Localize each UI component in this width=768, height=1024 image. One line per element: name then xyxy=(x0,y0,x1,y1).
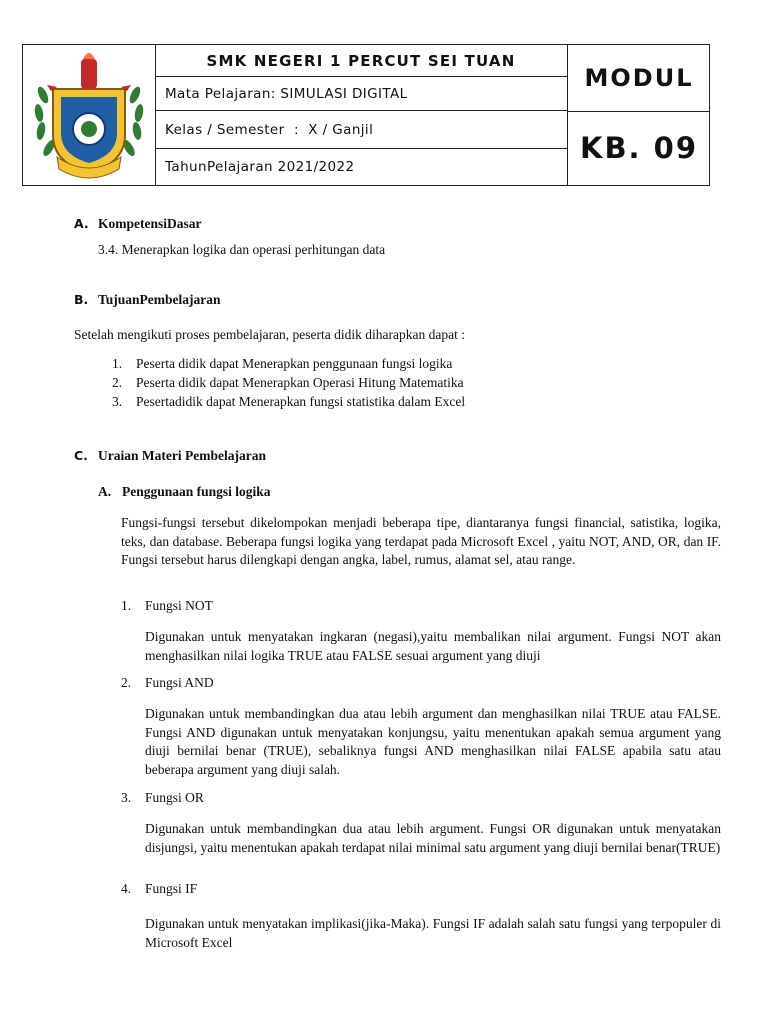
section-title: Uraian Materi Pembelajaran xyxy=(98,448,266,463)
section-letter: C. xyxy=(74,448,88,463)
subject-label: Mata Pelajaran: SIMULASI DIGITAL xyxy=(155,77,567,111)
subsection-title: Penggunaan fungsi logika xyxy=(122,484,271,499)
subsection-number: A. xyxy=(98,484,112,499)
section-b-heading xyxy=(74,292,221,308)
section-a-heading xyxy=(74,216,202,232)
function-name: Fungsi IF xyxy=(145,881,198,896)
function-desc-not: Digunakan untuk menyatakan ingkaran (negasi),yaitu membalikan nilai argument. Fungsi NOT akan menghasilkan nilai logika TRUE atau FALSE sesuai argument yang diuji xyxy=(145,629,721,663)
list-number: 1. xyxy=(112,356,123,371)
function-name: Fungsi NOT xyxy=(145,598,213,613)
function-desc-and: Digunakan untuk membandingkan dua atau lebih argument dan menghasilkan nilai TRUE atau FALSE. Fungsi AND digunakan untuk menyatakan konjungsu, yaitu menentukan apakah semua argument yang diuji bernilai benar (TRUE), sebaliknya fungsi AND menghasilkan nilai FALSE apabila satu atau beberapa argument yang diuji salah. xyxy=(145,706,721,777)
function-heading-or xyxy=(121,789,204,808)
section-letter: B. xyxy=(74,292,89,307)
list-item xyxy=(112,355,465,374)
function-heading-and xyxy=(121,674,214,693)
logic-intro-paragraph: Fungsi-fungsi tersebut dikelompokan menjadi beberapa tipe, diantaranya fungsi financial, satistika, logika, teks, dan database. Beberapa fungsi logika yang terdapat pada Microsoft Excel , yaitu NOT, AND, OR, dan IF. Fungsi tersebut harus dilengkapi dengan angka, label, rumus, alamat sel, atau range. xyxy=(121,515,721,568)
section-c-heading xyxy=(74,448,266,464)
function-name: Fungsi OR xyxy=(145,790,204,805)
list-item xyxy=(112,374,465,393)
list-text: Peserta didik dapat Menerapkan penggunaan fungsi logika xyxy=(136,356,453,371)
logo-cell xyxy=(23,45,156,185)
subsection-heading xyxy=(98,484,271,500)
section-title: KompetensiDasar xyxy=(98,216,202,231)
list-number: 2. xyxy=(112,375,123,390)
function-number: 1. xyxy=(121,598,132,613)
module-label: MODUL xyxy=(568,45,710,112)
academic-year-label: TahunPelajaran 2021/2022 xyxy=(165,159,355,175)
list-number: 3. xyxy=(112,394,123,409)
section-letter: A. xyxy=(74,216,89,231)
list-text: Peserta didik dapat Menerapkan Operasi Hitung Matematika xyxy=(136,375,464,390)
function-number: 3. xyxy=(121,790,132,805)
objectives-intro: Setelah mengikuti proses pembelajaran, peserta didik diharapkan dapat : xyxy=(74,327,465,342)
competency-item: 3.4. Menerapkan logika dan operasi perhitungan data xyxy=(98,242,386,257)
function-desc-or: Digunakan untuk membandingkan dua atau lebih argument. Fungsi OR digunakan untuk menyatakan disjungsi, yaitu menentukan apakah terdapat nilai minimal satu argument yang diuji bernilai benar(TRUE) xyxy=(145,821,721,855)
list-item xyxy=(112,393,465,412)
section-title: TujuanPembelajaran xyxy=(98,292,221,307)
function-name: Fungsi AND xyxy=(145,675,214,690)
function-number: 4. xyxy=(121,881,132,896)
function-number: 2. xyxy=(121,675,132,690)
module-header xyxy=(22,44,710,186)
emblem-icon xyxy=(23,45,155,185)
function-heading-if xyxy=(121,880,197,899)
list-text: Pesertadidik dapat Menerapkan fungsi statistika dalam Excel xyxy=(136,394,466,409)
objectives-list xyxy=(112,355,465,412)
class-semester-label: Kelas / Semester : X / Ganjil xyxy=(155,111,567,149)
function-heading-not xyxy=(121,597,213,616)
function-desc-if: Digunakan untuk menyatakan implikasi(jika-Maka). Fungsi IF adalah salah satu fungsi yang terpopuler di Microsoft Excel xyxy=(145,916,721,950)
module-code: KB. 09 xyxy=(579,131,699,165)
school-name: SMK NEGERI 1 PERCUT SEI TUAN xyxy=(155,45,567,77)
